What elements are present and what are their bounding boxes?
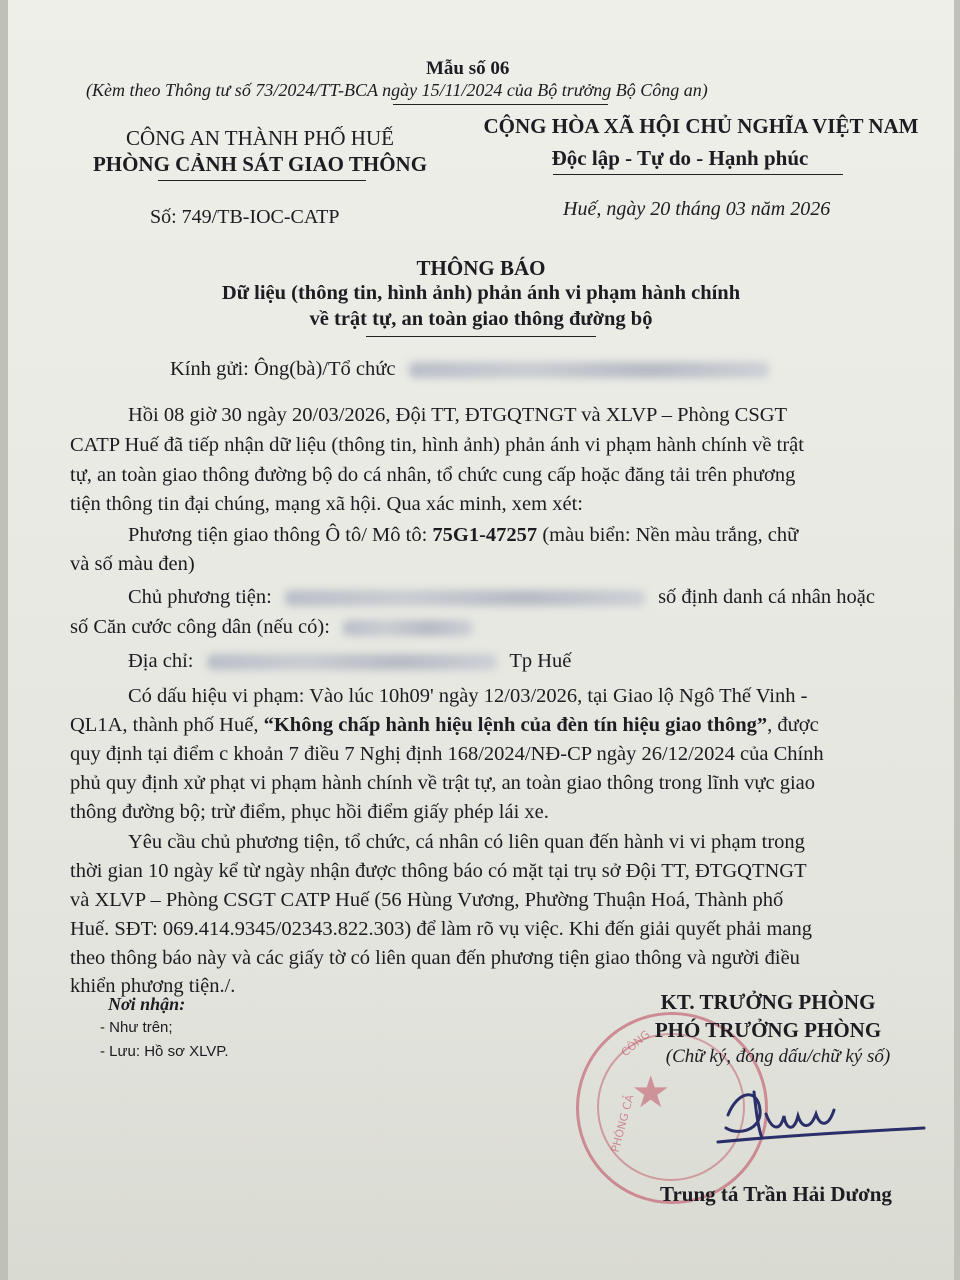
address-city: Tp Huế — [509, 650, 572, 672]
motto-underline — [553, 174, 843, 175]
document-page — [8, 0, 954, 1280]
nation-motto: Độc lập - Tự do - Hạnh phúc — [551, 146, 809, 170]
doc-subtitle-1: Dữ liệu (thông tin, hình ảnh) phản ánh vi phạm hành chính — [221, 282, 741, 304]
signature-note: (Chữ ký, đóng dấu/chữ ký số) — [665, 1046, 891, 1067]
redacted-id-number — [343, 620, 473, 636]
handwritten-signature — [698, 1070, 928, 1160]
form-attached-to: (Kèm theo Thông tư số 73/2024/TT-BCA ngày 15/11/2024 của Bộ trưởng Bộ Công an) — [86, 80, 708, 100]
intro-line-2: CATP Huế đã tiếp nhận dữ liệu (thông tin, hình ảnh) phản ánh vi phạm hành chính về trật — [70, 434, 804, 456]
intro-line-3: tự, an toàn giao thông đường bộ do cá nhân, tổ chức cung cấp hoặc đăng tải trên phương — [70, 464, 796, 486]
doc-number: Số: 749/TB-IOC-CATP — [150, 206, 340, 228]
vehicle-plate-desc-2: và số màu đen) — [70, 553, 195, 575]
title-underline — [366, 336, 596, 337]
redacted-address — [207, 654, 497, 670]
redacted-recipient — [409, 362, 769, 378]
owner-id-label-2: số Căn cước công dân (nếu có): — [70, 616, 330, 638]
violation-line-4: phủ quy định xử phạt vi phạm hành chính về trật tự, an toàn giao thông trong lĩnh vực giao — [70, 772, 816, 794]
recipients-title: Nơi nhận: — [108, 994, 186, 1014]
vehicle-line — [128, 520, 798, 550]
violation-line-2: QL1A, thành phố Huế, “Không chấp hành hiệu lệnh của đèn tín hiệu giao thông”, được — [70, 714, 819, 736]
request-line-4: Huế. SĐT: 069.414.9345/02343.822.303) để làm rõ vụ việc. Khi đến giải quyết phải mang — [70, 918, 812, 940]
agency-parent: CÔNG AN THÀNH PHỐ HUẾ — [126, 126, 394, 150]
violation-line-3: quy định tại điểm c khoản 7 điều 7 Nghị định 168/2024/NĐ-CP ngày 26/12/2024 của Chính — [70, 743, 824, 765]
agency-name: PHÒNG CẢNH SÁT GIAO THÔNG — [92, 152, 428, 176]
vehicle-plate-desc: (màu biển: Nền màu trắng, chữ — [542, 524, 799, 546]
address-label: Địa chỉ: — [128, 650, 194, 672]
redacted-owner-name — [285, 590, 645, 606]
star-icon: ★ — [631, 1068, 671, 1117]
agency-underline — [158, 180, 366, 181]
header-divider — [393, 104, 608, 105]
form-number: Mẫu số 06 — [426, 58, 510, 79]
signature-title-1: KT. TRƯỞNG PHÒNG — [660, 990, 876, 1014]
seal-text-side: PHÒNG CẢ — [608, 1093, 637, 1154]
owner-label: Chủ phương tiện: — [128, 586, 272, 608]
place-date: Huế, ngày 20 tháng 03 năm 2026 — [563, 198, 831, 220]
violation-line-1: Có dấu hiệu vi phạm: Vào lúc 10h09' ngày 12/03/2026, tại Giao lộ Ngô Thế Vinh - — [128, 685, 808, 707]
vehicle-label: Phương tiện giao thông Ô tô/ Mô tô: — [128, 524, 428, 546]
doc-title: THÔNG BÁO — [416, 256, 546, 280]
signer-name: Trung tá Trần Hải Dương — [660, 1182, 892, 1206]
request-line-1: Yêu cầu chủ phương tiện, tổ chức, cá nhân có liên quan đến hành vi vi phạm trong — [128, 831, 805, 853]
recipients-item-1: - Như trên; — [100, 1019, 173, 1036]
recipient-label: Kính gửi: Ông(bà)/Tổ chức — [170, 358, 396, 380]
address-line — [128, 646, 571, 676]
seal-text-top: CÔNG — [618, 1027, 653, 1060]
recipient-line — [170, 354, 769, 384]
violation-line-5: thông đường bộ; trừ điểm, phục hồi điểm giấy phép lái xe. — [70, 801, 549, 823]
nation-name: CỘNG HÒA XÃ HỘI CHỦ NGHĨA VIỆT NAM — [483, 114, 919, 138]
owner-id-label: số định danh cá nhân hoặc — [658, 586, 875, 608]
violation-description: “Không chấp hành hiệu lệnh của đèn tín hiệu giao thông” — [263, 714, 768, 736]
request-line-3: và XLVP – Phòng CSGT CATP Huế (56 Hùng Vương, Phường Thuận Hoá, Thành phố — [70, 889, 784, 911]
request-line-6: khiển phương tiện./. — [70, 975, 236, 997]
vehicle-plate: 75G1-47257 — [432, 524, 538, 546]
request-line-2: thời gian 10 ngày kể từ ngày nhận được thông báo có mặt tại trụ sở Đội TT, ĐTGQTNGT — [70, 860, 807, 882]
owner-line — [128, 582, 875, 612]
owner-id-line — [70, 612, 473, 642]
intro-line-4: tiện thông tin đại chúng, mạng xã hội. Qua xác minh, xem xét: — [70, 493, 583, 515]
doc-subtitle-2: về trật tự, an toàn giao thông đường bộ — [309, 308, 653, 330]
intro-line-1: Hồi 08 giờ 30 ngày 20/03/2026, Đội TT, ĐTGQTNGT và XLVP – Phòng CSGT — [128, 404, 788, 426]
request-line-5: theo thông báo này và các giấy tờ có liên quan đến phương tiện giao thông và người điều — [70, 947, 800, 969]
recipients-item-2: - Lưu: Hồ sơ XLVP. — [100, 1043, 229, 1060]
signature-title-2: PHÓ TRƯỞNG PHÒNG — [654, 1018, 882, 1042]
